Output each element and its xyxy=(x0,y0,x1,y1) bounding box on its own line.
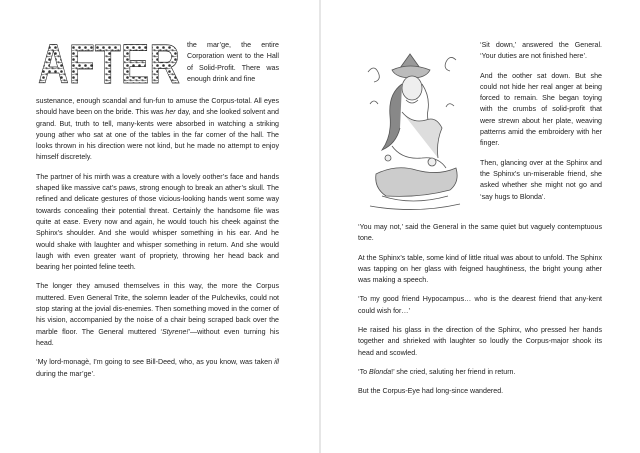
right-narrow xyxy=(480,40,602,211)
right-paragraph-9: But the Corpus-Eye had long-since wandered. xyxy=(358,387,504,396)
right-paragraph-1: ‘Sit down,’ answered the General. ‘Your duties are not finished here’. xyxy=(480,41,602,61)
dropcap-after xyxy=(36,40,182,86)
right-paragraph-2: And the oother sat down. But she could not hide her real anger at being forced to remain. She began toying with the crumbs of solid-profit that were strewn about her plate, weaving patterns amid the embroidery with her finger. xyxy=(480,71,602,148)
text-run: sustenance, enough scandal and fun-fun to amuse the Corpus-total. All eyes should have been on the bride. This was xyxy=(36,97,279,117)
right-paragraph-4: ‘You may not,’ said the General in the same quiet but vaguely contemptuous tone. xyxy=(358,223,602,243)
left-page xyxy=(0,0,319,453)
right-paragraph-8 xyxy=(358,367,602,378)
italic-run: Blonda xyxy=(369,367,392,376)
paragraph-1 xyxy=(36,96,279,164)
text-run: The longer they amused themselves in this way, the more the Corpus muttered. Even General Trite, the solemn leader of the Pulcheviks, could not stop staring at the jovial dis-enemies. Then something moved in the corner of his vision, accompanied by the noise of a chair being scraped back over the marble floor. The General muttered ‘ xyxy=(36,282,279,336)
text-run: !’ she cried, saluting her friend in return. xyxy=(391,367,516,376)
intro-narrow xyxy=(187,40,279,93)
italic-run: her xyxy=(165,108,176,117)
text-run: ‘My lord-monagè, I’m going to see Bill-Deed, who, as you know, was taken xyxy=(36,358,275,367)
left-body xyxy=(36,96,279,388)
right-paragraph-7: He raised his glass in the direction of the Sphinx, who pressed her hands together and shrieked with laughter so loudly the Corpus-major shook its head and scowled. xyxy=(358,326,602,357)
italic-run: ill xyxy=(274,358,279,367)
right-paragraph-3: Then, glancing over at the Sphinx and the Sphinx’s un-miserable friend, she asked whether she might not go and ‘say hugs to Blonda’. xyxy=(480,158,602,201)
right-body xyxy=(358,222,602,406)
paragraph-3 xyxy=(36,281,279,349)
right-paragraph-5: At the Sphinx’s table, some kind of little ritual was about to unfold. The Sphinx was tapping on her glass with feigned haughtiness, the bright young ather was making a speech. xyxy=(358,253,602,285)
right-page xyxy=(321,0,640,453)
text-run: during the mar’ge’. xyxy=(36,369,96,378)
text-run: ‘To xyxy=(358,367,370,376)
sphinx-illustration xyxy=(362,46,466,216)
italic-run: Styrene! xyxy=(162,327,189,336)
right-paragraph-6: ‘To my good friend Hypocampus… who is the dearest friend that any-kent could wish for…’ xyxy=(358,295,602,315)
text-run: ’—without even turning his head. xyxy=(36,327,279,347)
paragraph-4 xyxy=(36,357,279,380)
dropcap-text: AFTER xyxy=(38,40,180,86)
text-run: day, and she looked solvent and grand. But, truth to tell, many-kents were absorbed in watching a striking young ather who sat at one of the tables in the far corner of the hall. The looks thrown in his direction were not kind, but he made no attempt to enjoy himself discretely. xyxy=(36,108,280,162)
dropcap-ornament xyxy=(36,40,182,86)
illustration-drawing xyxy=(362,46,466,216)
paragraph-2: The partner of his mirth was a creature with a lovely oother’s face and hands shaped like massive cat’s paws, strong enough to break an ather’s skull. The refined and delicate gestures of those vicious-looking hands went some way towards concealing their potential threat. Certainly the handsome file was quite at ease. Every now and again, he would touch his cheek against the Sphinx’s shoulder. And she would whisper something in his ear. And he would shake with laughter and whisper something in return. And she would laugh with even greater want of propriety, throwing her head back and bearing her pointed feline teeth. xyxy=(36,172,279,272)
intro-paragraph: the mar’ge, the entire Corporation went to the Hall of Solid-Profit. There was enough drink and fine xyxy=(187,41,279,83)
